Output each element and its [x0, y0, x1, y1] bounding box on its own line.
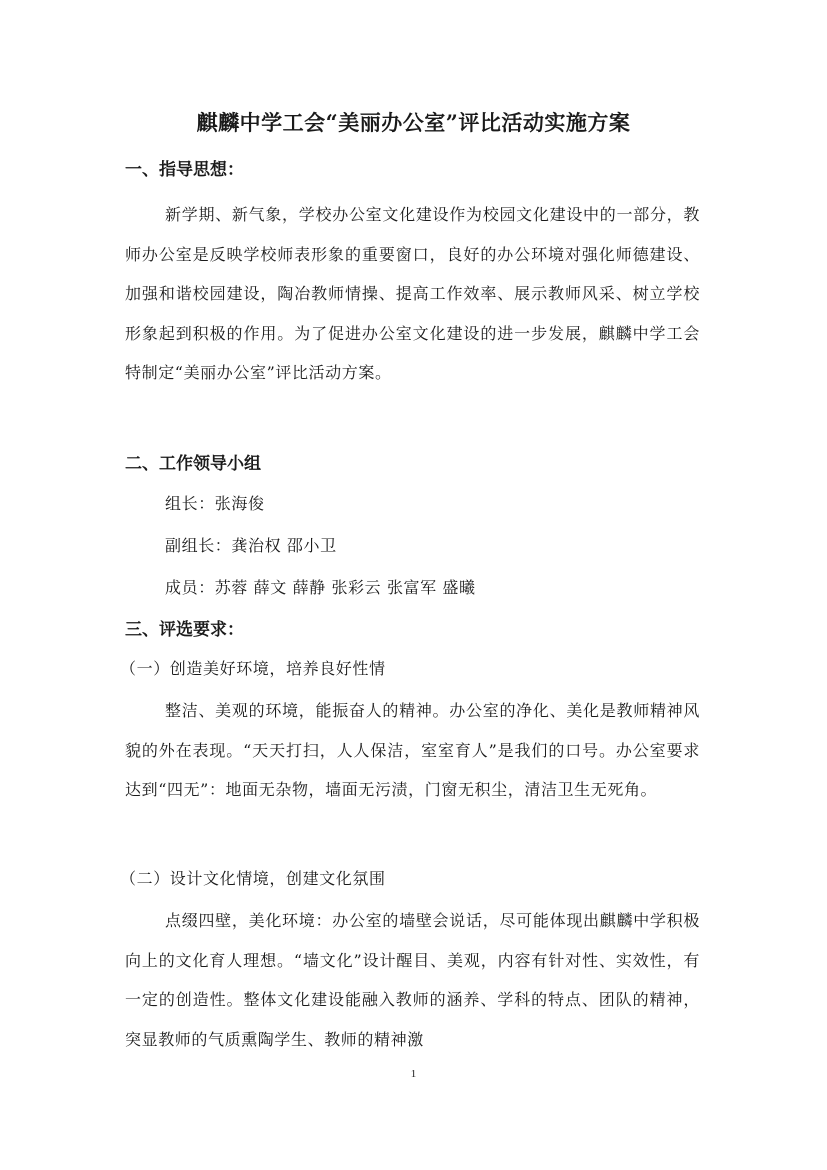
page-number: 1 — [410, 1068, 417, 1080]
section-heading-guiding-ideology: 一、指导思想： — [125, 160, 244, 180]
guiding-ideology-paragraph: 新学期、新气象，学校办公室文化建设作为校园文化建设中的一部分，教师办公室是反映学校师表形象的重要窗口，良好的办公环境对强化师德建设、加强和谐校园建设，陶冶教师情操、提高工作效率、展示教师风采、树立学校形象起到积极的作用。为了促进办公室文化建设的进一步发展，麒麟中学工会特制定“美丽办公室”评比活动方案。 — [125, 205, 700, 382]
group-leader: 组长：张海俊 — [165, 494, 265, 513]
culture-paragraph: 点缀四壁，美化环境：办公室的墙壁会说话，尽可能体现出麒麟中学积极向上的文化育人理想。“墙文化”设计醒目、美观，内容有针对性、实效性，有一定的创造性。整体文化建设能融入教师的涵养、学科的特点、团队的精神，突显教师的气质熏陶学生、教师的精神激 — [125, 911, 700, 1049]
environment-paragraph: 整洁、美观的环境，能振奋人的精神。办公室的净化、美化是教师精神风貌的外在表现。“天天打扫，人人保洁，室室育人”是我们的口号。办公室要求达到“四无”：地面无杂物，墙面无污渍，门窗无积尘，清洁卫生无死角。 — [125, 701, 700, 799]
subsection-heading-environment: （一）创造美好环境，培养良好性情 — [120, 659, 386, 678]
group-deputy-leader: 副组长：龚治权 邵小卫 — [165, 536, 337, 555]
section-heading-leadership-group: 二、工作领导小组 — [125, 454, 261, 474]
document-title: 麒麟中学工会“美丽办公室”评比活动实施方案 — [196, 110, 631, 135]
group-members: 成员：苏蓉 薛文 薛静 张彩云 张富军 盛曦 — [165, 578, 476, 597]
section-heading-evaluation-requirements: 三、评选要求： — [125, 620, 244, 640]
subsection-heading-culture: （二）设计文化情境，创建文化氛围 — [120, 869, 386, 888]
